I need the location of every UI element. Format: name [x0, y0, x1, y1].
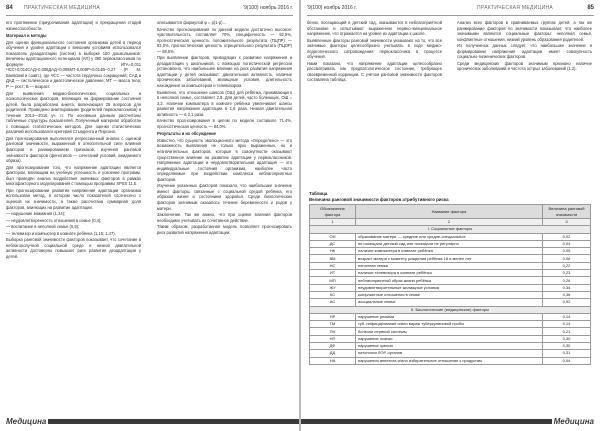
factor-name: не посещали детский сад или посещали не регулярно — [356, 240, 543, 247]
factor-code: ОН — [310, 233, 356, 240]
left-page-number: 84 — [6, 5, 13, 11]
factor-name: образование матери — средние или средне-специальное — [356, 233, 543, 240]
factor-name: неблагоприятный образ жизни ребёнка — [356, 277, 543, 284]
factor-name: нарушение режима — [356, 313, 543, 320]
factor-value: 0,30 — [543, 335, 591, 342]
paragraph: Анализ всех факторов в сравниваемых группах детей, а так же ранжирование факторов по значимости показывает, что наиболее значимыми являются социальные факторы: неполная семья, конфликтные отношения, низкий уровень образования родителей. — [457, 20, 592, 42]
factor-code: ИТ — [310, 270, 356, 277]
factor-value: 0,05 — [543, 248, 591, 255]
paragraph: Для выявления медико-биологических, социальных и психологических факторов, влияющих на формирование состояния детей, была разработана анкета, включающая 25 вопросов для родителей. Проведено анкетирование (родителей первоклассников) в течение 2014—2016 уч. гг. По основным данным рассчитаны табличные структуры показателей. Полученный материал обработан с помощью статистических методов. Для оценки статистических различий использовался критерий Стьюдента и Пирсона. — [6, 90, 141, 135]
table-row — [310, 255, 591, 262]
factor-code: НС — [310, 262, 356, 269]
paragraph: его протяжении (приурочивания адаптации) и прекращения стадий жизнеспособности. — [6, 20, 141, 31]
table-row — [310, 350, 591, 357]
factor-value: 0,26 — [543, 277, 591, 284]
paragraph: Качество прогнозирования по данной модели достаточно высокое: чувствительность составляет 70%, специфичность — 92,5%, прогностическая ценность положительного результата (ПЦПР) — 82,0%, прогностическая ценность отрицательного результата (ПЦОР) — 88,5%. — [157, 26, 292, 54]
table-caption: Таблица Величина ранговой значимости факторов атрибутивного риска — [309, 191, 449, 202]
table-row — [310, 343, 591, 350]
factor-name: асоциальные семьи — [356, 299, 543, 306]
factor-code: АС — [310, 299, 356, 306]
factor-value: 0,36 — [543, 291, 591, 298]
table-row — [310, 270, 591, 277]
section-heading: Результаты и их обсуждение — [157, 131, 216, 137]
factor-name: патология ЛОР-органов — [356, 350, 543, 357]
table-row — [310, 299, 591, 306]
table-row — [310, 328, 591, 335]
table-section-title: I. Социальные факторы — [310, 226, 591, 233]
paragraph: Из полученных данных следует, что наибольшее значение в формировании напряжения адаптации имеет совокупность социально-гигиенических факторов. — [457, 43, 592, 60]
factor-name: неудовлетворительные жилищные условия — [356, 284, 543, 291]
factor-code: ЖУ — [310, 284, 356, 291]
paragraph: — воспитание в неполной семье (0,9); — [6, 224, 80, 230]
table-row — [310, 335, 591, 342]
factor-code: ПН — [310, 328, 356, 335]
factor-value: 0,08 — [543, 255, 591, 262]
table-section-title: II. Биологические (медицинские) факторы — [310, 306, 591, 313]
factor-value: 0,34 — [543, 284, 591, 291]
factor-value: 0,02 — [543, 233, 591, 240]
right-page-number: 85 — [587, 5, 594, 11]
factor-name: туб. инфицирование и/или вираж туберкулиновой пробы — [356, 321, 543, 328]
paragraph: Качество прогнозирования в целом по модели составило 71,4%, прогностическая ценность — 84,0%. — [157, 118, 292, 129]
factor-code: ДС — [310, 240, 356, 247]
table-row — [310, 357, 591, 364]
factor-value: 0,30 — [543, 343, 591, 350]
paragraph: Выявлено, что отношение шансов (ОШ) для ребёнка, проживающего в неполной семье, составляет 2,9. Для детей, часто болеющих, ОШ = 3,2. Наличие компьютера в комнате ребёнка увеличивает шансы развития напряжения адаптации в 1,6 раза. Низкая двигательная активность — в 2,1 раза. — [157, 89, 292, 117]
right-page — [301, 0, 600, 431]
factor-name: возраст матери к моменту рождения ребёнка 18 и менее лет — [356, 255, 543, 262]
risk-factor-table — [309, 204, 591, 365]
table-row — [310, 262, 591, 269]
factor-name: наличие компьютера в комнате ребёнка — [356, 248, 543, 255]
table-header-row — [310, 205, 591, 219]
right-issue-label: '9(100) ноябрь 2016 г. — [307, 5, 357, 11]
table-row — [310, 248, 591, 255]
left-journal-title: ПРАКТИЧЕСКАЯ МЕДИЦИНА — [24, 5, 101, 11]
factor-name: неполная семья — [356, 262, 543, 269]
left-issue-label: '9(100) ноябрь 2016 г. — [243, 5, 293, 11]
paragraph: Среди медицинских факторов значимым признано наличие хронических заболеваний и частота острых заболеваний (1,2). — [457, 60, 592, 72]
paragraph: — телевизор и компьютер в комнате ребёнка (1,15; 1,47). — [6, 230, 116, 236]
factor-code: МП — [310, 277, 356, 284]
left-footer-logo: Медицина — [6, 417, 47, 426]
header-value: Величина ранговой значимости — [543, 205, 591, 219]
right-footer — [301, 416, 600, 427]
paragraph: При прогнозировании развития напряжения адаптации организма использован метод, в котором число показателей соотнесено с оценкой их значимости, а также рассчитана суммарная доля факторов, влияющих на развитие адаптации. — [6, 187, 141, 210]
factor-name: наличие телевизора в комнате ребёнка — [356, 270, 543, 277]
factor-value: 0,04 — [543, 357, 591, 364]
factor-value: 0,21 — [543, 328, 591, 335]
left-column-1 — [6, 20, 141, 260]
table-section-row — [310, 226, 591, 233]
factor-name: нарушение осанки — [356, 335, 543, 342]
factor-code: ТМ — [310, 321, 356, 328]
table-row — [310, 240, 591, 247]
right-column-2 — [457, 20, 592, 188]
paragraph: Выборка ранговой значимости факторов показывает, что сочетание в неблагополучной социальной среде и низкой двигательной активности достоверно повышает риск развития дезадаптации у детей. — [6, 237, 141, 259]
left-footer — [0, 416, 299, 427]
right-footer-bar — [301, 419, 556, 424]
paragraph: Заключение. Так же важно, что при оценке влияния факторов необходимо учитывать их сочетанное действие. — [157, 212, 292, 223]
factor-code: НП — [310, 335, 356, 342]
table-row — [310, 291, 591, 298]
factor-name: нарушение зрения — [356, 343, 543, 350]
factor-value: 0,52 — [543, 299, 591, 306]
column-number-row — [310, 219, 591, 226]
paragraph: При выявлении факторов, приводящих к развитию напряжения и дезадаптации у школьников, с помощью логистической регрессии установлено, что наибольшее влияние на риск развития напряжения адаптации у детей оказывают: двигательная активность, наличие хронических заболеваний, жилищные условия, длительность нахождения за компьютером и телевизором. — [157, 55, 292, 89]
table-row — [310, 233, 591, 240]
factor-value: 0,04 — [543, 240, 591, 247]
factor-code: НА — [310, 357, 356, 364]
paragraph: — неудовлетворённость отношений в семье (0,4); — [6, 217, 102, 223]
factor-value: 0,22 — [543, 262, 591, 269]
section-heading: Материал и методы — [6, 33, 47, 39]
factor-name: конфликтные отношения в семье — [356, 291, 543, 298]
factor-code: НК — [310, 248, 356, 255]
header-name: Название фактора — [356, 205, 543, 219]
right-column-1 — [307, 20, 442, 188]
factor-code: ВМ — [310, 255, 356, 262]
paragraph: Для прогнозирования того, что напряжение адаптации является фактором, влияющим на учебную успешность и усвоение программ, был проведён анализ воздействия значимых факторов в рамках многофакторного моделирования с помощью программы SPSS 11.5. — [6, 164, 141, 187]
left-page — [0, 0, 299, 431]
paragraph: — нарушение внимания (1,34); — [6, 211, 66, 217]
factor-code: КС — [310, 291, 356, 298]
factor-value: 0,31 — [543, 350, 591, 357]
table-section-row — [310, 306, 591, 313]
table-row — [310, 313, 591, 320]
paragraph: описываются формулой φ = p(1-p)… — [157, 20, 227, 25]
paragraph: Выявленные факторы ранговой значимости указывают на то, что все значимые факторы целесообразно учитывать в ходе медико-педагогического сопровождения первоклассника в процессе обучения. — [307, 37, 442, 60]
factor-name: болезни нервной системы — [356, 328, 543, 335]
left-header-rule — [6, 15, 293, 16]
right-header-rule — [307, 15, 594, 16]
factor-value: 0,23 — [543, 270, 591, 277]
factor-value: 0,14 — [543, 321, 591, 328]
col-number-2: 2 — [356, 219, 543, 226]
table-row — [310, 277, 591, 284]
factor-value: 0,14 — [543, 313, 591, 320]
paragraph: Изучение указанных факторов показало, что наибольшее значение имеют факторы, связанные с социальной средой ребёнка, его образом жизни и состоянием здоровья. Среди биологических факторов значимым оказалось течение беременности и родов у матери. — [157, 183, 292, 211]
right-footer-logo: Медицина — [553, 417, 594, 426]
factor-code: ДД — [310, 350, 356, 357]
factor-code: НР — [310, 313, 356, 320]
left-column-2 — [157, 20, 292, 236]
paragraph: Для оценки функционального состояния организма детей в период обучения и уровня адаптации к внешним условиям использовался показатель дезадаптации (систем) в выборке 150 дошкольников: величины адаптационного потенциала (АП) у 390 первоклассников по формуле ИГА=0,011 ЧСС+0,014САД+0,008ДАД+0,009МТ-0,009Р+0,014В−0,27 (Р. М. Баевский и соавт.), где ЧСС — частота сердечных сокращений; САД и ДАД — систолическое и диастолическое давление; МТ — масса тела; Р — рост; В — возраст. — [6, 39, 141, 90]
paragraph: Для прогнозирования выполнялся регрессионный анализ с оценкой ранговой значимости, выраженной в относительной силе влияния факторов и ранжированием признаков, изучения ранговой значимости факторов (фенотипов — сочетаний условий, ожидаемого образа). — [6, 135, 141, 164]
col-number-1: 1 — [310, 219, 356, 226]
paragraph: Нами показано, что напряжение адаптации целесообразно рассматривать как предпатологическое состояние, требующее своевременной коррекции. С учётом ранговой значимости факторов составлена таблица. — [307, 60, 442, 83]
right-journal-title: ПРАКТИЧЕСКАЯ МЕДИЦИНА — [477, 5, 554, 11]
paragraph: Известно, что сущность эволюционного метода «Определено» — это возможность выявления не только ярко выраженных, но и незначительных факторов, которые в совокупности оказывают существенное влияние на развитие адаптации у первоклассников. Напряжение адаптации и неудовлетворительная адаптация — это индивидуальные состояния организма, наиболее часто определяемые при воздействии комплекса неблагоприятных факторов. — [157, 137, 292, 182]
col-number-3: 3 — [543, 219, 591, 226]
factor-name: нарушения аппетита и/или избирательное отношение к продуктам — [356, 357, 543, 364]
factor-code: ДФ — [310, 343, 356, 350]
header-code: Обозначение фактора — [310, 205, 356, 219]
table-row — [310, 284, 591, 291]
paragraph: бенок, посещающий в детский сад, оказываются в неблагоприятной обстановке и испытывают выраженное нервно-эмоциональное напряжение, что отражается на уровне их адаптации к школе. — [307, 20, 442, 37]
table-row — [310, 321, 591, 328]
left-footer-bar — [40, 419, 299, 424]
table-body — [310, 219, 591, 365]
paragraph: Таким образом, разработанная модель позволяет прогнозировать риск развития напряжения адаптации. — [157, 224, 292, 235]
